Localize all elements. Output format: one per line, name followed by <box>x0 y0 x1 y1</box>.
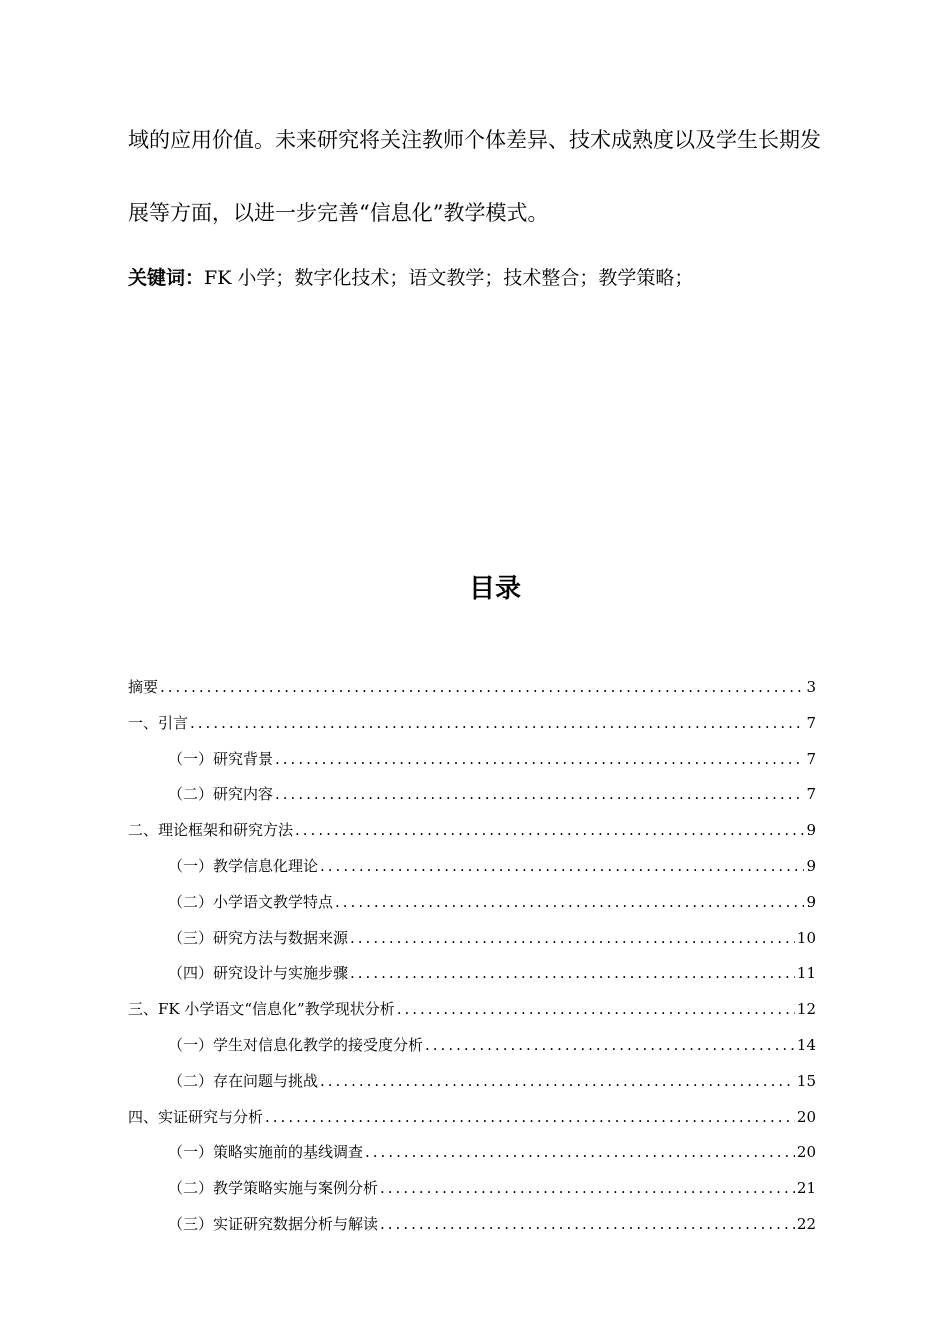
toc-entry-label: （一）教学信息化理论 <box>168 856 319 875</box>
toc-entry-label: （一）研究背景 <box>168 749 274 768</box>
toc-dot-leader <box>380 1207 795 1243</box>
toc-dot-leader <box>425 1028 795 1064</box>
toc-page-number: 21 <box>796 1179 816 1198</box>
toc-dot-leader <box>380 1171 795 1207</box>
toc-entry[interactable] <box>128 885 816 921</box>
toc-entry-label: （四）研究设计与实施步骤 <box>168 964 349 983</box>
abstract-text-line: 域的应用价值。未来研究将关注教师个体差异、技术成熟度以及学生长期发 <box>128 128 821 152</box>
toc-dot-leader <box>265 1100 795 1136</box>
toc-page-number: 9 <box>806 856 816 875</box>
toc-entry[interactable] <box>128 1207 816 1243</box>
toc-entry-label: （二）存在问题与挑战 <box>168 1071 319 1090</box>
toc-dot-leader <box>365 1135 795 1171</box>
toc-entry[interactable] <box>128 1135 816 1171</box>
toc-dot-leader <box>295 813 804 849</box>
keywords-line <box>128 264 693 292</box>
toc-dot-leader <box>350 921 795 957</box>
toc-entry[interactable] <box>128 921 816 957</box>
keywords-text: FK 小学；数字化技术；语文教学；技术整合；教学策略； <box>204 267 694 289</box>
toc-entry[interactable] <box>128 742 816 778</box>
toc-dot-leader <box>275 777 804 813</box>
toc-entry-label: （二）小学语文教学特点 <box>168 892 334 911</box>
toc-entry[interactable] <box>128 777 816 813</box>
keywords-label: 关键词： <box>128 267 205 289</box>
toc-entry[interactable] <box>128 670 816 706</box>
toc-entry[interactable] <box>128 706 816 742</box>
toc-entry-label: （三）研究方法与数据来源 <box>168 928 349 947</box>
toc-entry-label: 四、实证研究与分析 <box>128 1107 264 1126</box>
toc-dot-leader <box>320 849 804 885</box>
toc-dot-leader <box>190 706 804 742</box>
toc-entry[interactable] <box>128 1064 816 1100</box>
toc-entry-label: 二、理论框架和研究方法 <box>128 821 294 840</box>
toc-page-number: 9 <box>806 892 816 911</box>
toc-entry[interactable] <box>128 1100 816 1136</box>
toc-entry[interactable] <box>128 1028 816 1064</box>
toc-entry-label: （二）研究内容 <box>168 785 274 804</box>
toc-page-number: 9 <box>806 821 816 840</box>
toc-page-number: 7 <box>806 749 816 768</box>
toc-entry[interactable] <box>128 849 816 885</box>
toc-page-number: 7 <box>806 713 816 732</box>
toc-entry-label: 摘要 <box>128 678 159 696</box>
toc-dot-leader <box>335 885 804 921</box>
toc-dot-leader <box>397 992 795 1028</box>
toc-entry-label: 一、引言 <box>128 713 189 732</box>
toc-page-number: 3 <box>806 678 816 696</box>
toc-page-number: 10 <box>796 928 816 947</box>
toc-page-number: 7 <box>806 785 816 804</box>
toc-page-number: 20 <box>796 1107 816 1126</box>
abstract-text-line: 展等方面，以进一步完善“信息化”教学模式。 <box>128 201 549 225</box>
toc-entry-label: （三）实证研究数据分析与解读 <box>168 1214 379 1233</box>
table-of-contents <box>128 670 816 1243</box>
toc-dot-leader <box>275 742 804 778</box>
toc-entry-label: 三、FK 小学语文“信息化”教学现状分析 <box>128 1000 395 1019</box>
toc-page-number: 11 <box>796 964 816 983</box>
toc-page-number: 15 <box>796 1071 816 1090</box>
toc-page-number: 12 <box>796 1000 816 1019</box>
toc-entry[interactable] <box>128 992 816 1028</box>
toc-dot-leader <box>160 670 804 706</box>
toc-entry[interactable] <box>128 813 816 849</box>
toc-entry[interactable] <box>128 1171 816 1207</box>
toc-page-number: 20 <box>796 1143 816 1162</box>
toc-entry-label: （一）策略实施前的基线调查 <box>168 1143 364 1162</box>
toc-entry[interactable] <box>128 956 816 992</box>
toc-entry-label: （一）学生对信息化教学的接受度分析 <box>168 1035 424 1054</box>
toc-dot-leader <box>350 956 795 992</box>
toc-dot-leader <box>320 1064 795 1100</box>
toc-page-number: 22 <box>796 1214 816 1233</box>
toc-title: 目录 <box>468 574 521 604</box>
toc-page-number: 14 <box>796 1035 816 1054</box>
toc-entry-label: （二）教学策略实施与案例分析 <box>168 1179 379 1198</box>
